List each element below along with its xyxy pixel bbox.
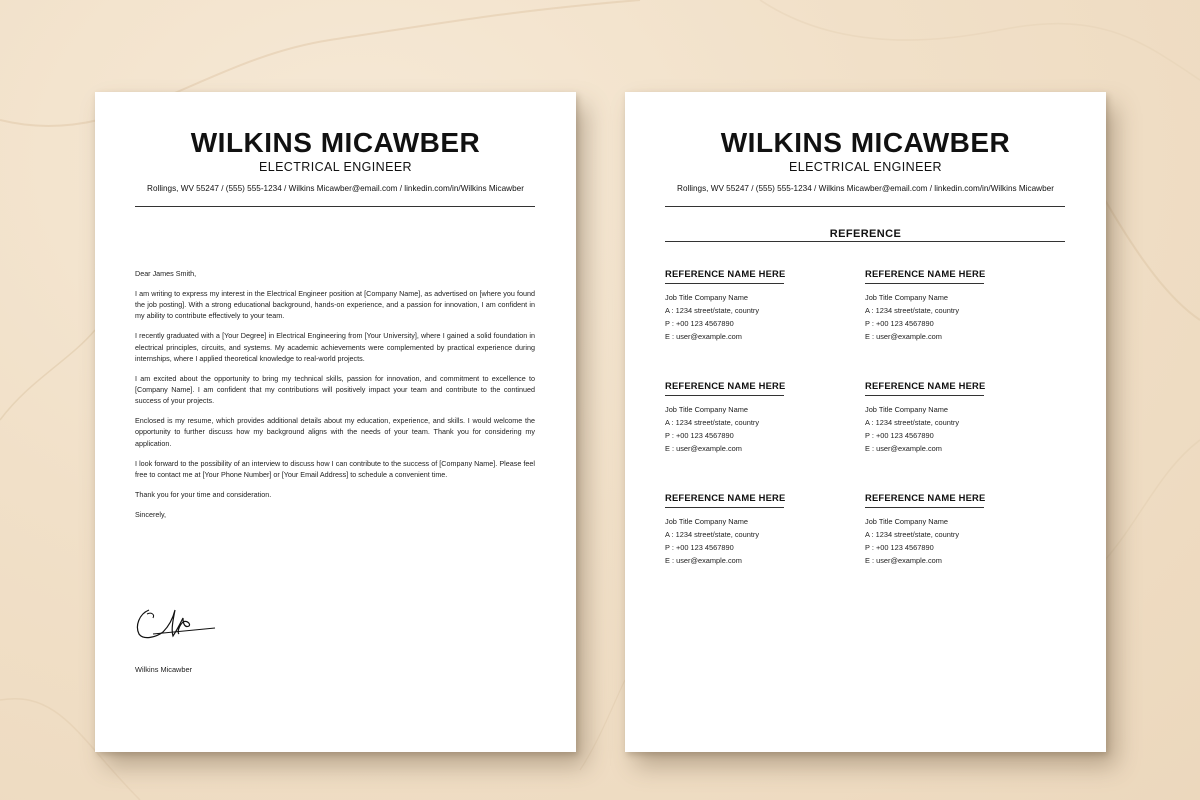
reference-name: REFERENCE NAME HERE	[865, 268, 984, 284]
reference-phone: P : +00 123 4567890	[865, 319, 934, 328]
reference-address: A : 1234 street/state, country	[865, 418, 960, 427]
reference-address: A : 1234 street/state, country	[865, 530, 960, 539]
applicant-title: ELECTRICAL ENGINEER	[258, 160, 412, 174]
reference-phone: P : +00 123 4567890	[665, 431, 734, 440]
applicant-name: WILKINS MICAWBER	[190, 127, 481, 158]
letter-paragraph: I look forward to the possibility of an interview to discuss how I can contribute to the success of [Company Name]. Please feel free to contact me at [Your Phone Number] or [Your Email Address] to schedule a convenient time.	[135, 458, 535, 479]
reference-job: Job Title Company Name	[665, 405, 748, 414]
letter-thanks: Thank you for your time and consideration.	[135, 489, 272, 499]
reference-phone: P : +00 123 4567890	[865, 543, 934, 552]
reference-name: REFERENCE NAME HERE	[665, 380, 784, 396]
reference-name: REFERENCE NAME HERE	[665, 268, 784, 284]
letter-paragraph: Enclosed is my resume, which provides additional details about my education, experience, and skills. I would welcome the opportunity to further discuss how my background aligns with the needs of your team. Thank you for considering my application.	[135, 416, 535, 448]
reference-email: E : user@example.com	[665, 444, 742, 453]
applicant-title: ELECTRICAL ENGINEER	[788, 160, 942, 174]
reference-address: A : 1234 street/state, country	[665, 530, 760, 539]
letter-paragraph: I am writing to express my interest in the Electrical Engineer position at [Company Name], as advertised on [where you found the job posting]. With a strong educational background, hands-on experience, and a passion for innovation, I am confident in my ability to contribute effectively to your team.	[135, 289, 535, 321]
letter-closing: Sincerely,	[135, 509, 167, 519]
letter-paragraph: I recently graduated with a [Your Degree] in Electrical Engineering from [Your University], where I gained a solid foundation in electrical principles, circuits, and systems. My academic achievements were complemented by practical experience during internships, where I applied theoretical knowledge to real-world projects.	[135, 331, 535, 363]
reference-email: E : user@example.com	[865, 444, 942, 453]
header-divider	[135, 206, 535, 207]
reference-email: E : user@example.com	[665, 556, 742, 565]
reference-email: E : user@example.com	[865, 332, 942, 341]
reference-entry	[865, 268, 1065, 380]
reference-address: A : 1234 street/state, country	[665, 306, 760, 315]
letter-paragraph: I am excited about the opportunity to bring my technical skills, passion for innovation, and commitment to excellence to [Company Name]. I am confident that my contributions will positively impact your team and contribute to the continued success of your projects.	[135, 373, 535, 406]
reference-heading: REFERENCE	[829, 228, 902, 240]
reference-grid	[665, 268, 1065, 604]
contact-line: Rollings, WV 55247 / (555) 555-1234 / Wilkins Micawber@email.com / linkedin.com/in/Wilkins Micawber	[677, 184, 1054, 193]
reference-address: A : 1234 street/state, country	[665, 418, 760, 427]
signer-name: Wilkins Micawber	[135, 665, 193, 674]
cover-letter-page	[95, 92, 576, 752]
reference-entry	[665, 268, 865, 380]
reference-name: REFERENCE NAME HERE	[865, 380, 984, 396]
letter-body	[135, 268, 535, 529]
reference-entry	[665, 492, 865, 604]
reference-phone: P : +00 123 4567890	[665, 543, 734, 552]
contact-line: Rollings, WV 55247 / (555) 555-1234 / Wilkins Micawber@email.com / linkedin.com/in/Wilkins Micawber	[147, 184, 524, 193]
references-page	[625, 92, 1106, 752]
handwritten-signature	[133, 604, 223, 644]
header-divider	[665, 206, 1065, 207]
applicant-name: WILKINS MICAWBER	[720, 127, 1011, 158]
reference-phone: P : +00 123 4567890	[665, 319, 734, 328]
reference-job: Job Title Company Name	[665, 293, 748, 302]
letter-salutation: Dear James Smith,	[135, 269, 197, 278]
reference-entry	[865, 492, 1065, 604]
reference-job: Job Title Company Name	[865, 293, 948, 302]
reference-name: REFERENCE NAME HERE	[665, 492, 784, 508]
reference-email: E : user@example.com	[665, 332, 742, 341]
reference-job: Job Title Company Name	[865, 405, 948, 414]
reference-phone: P : +00 123 4567890	[865, 431, 934, 440]
reference-email: E : user@example.com	[865, 556, 942, 565]
reference-name: REFERENCE NAME HERE	[865, 492, 984, 508]
reference-job: Job Title Company Name	[865, 517, 948, 526]
reference-address: A : 1234 street/state, country	[865, 306, 960, 315]
reference-entry	[865, 380, 1065, 492]
reference-entry	[665, 380, 865, 492]
reference-job: Job Title Company Name	[665, 517, 748, 526]
reference-heading-divider	[665, 241, 1065, 242]
